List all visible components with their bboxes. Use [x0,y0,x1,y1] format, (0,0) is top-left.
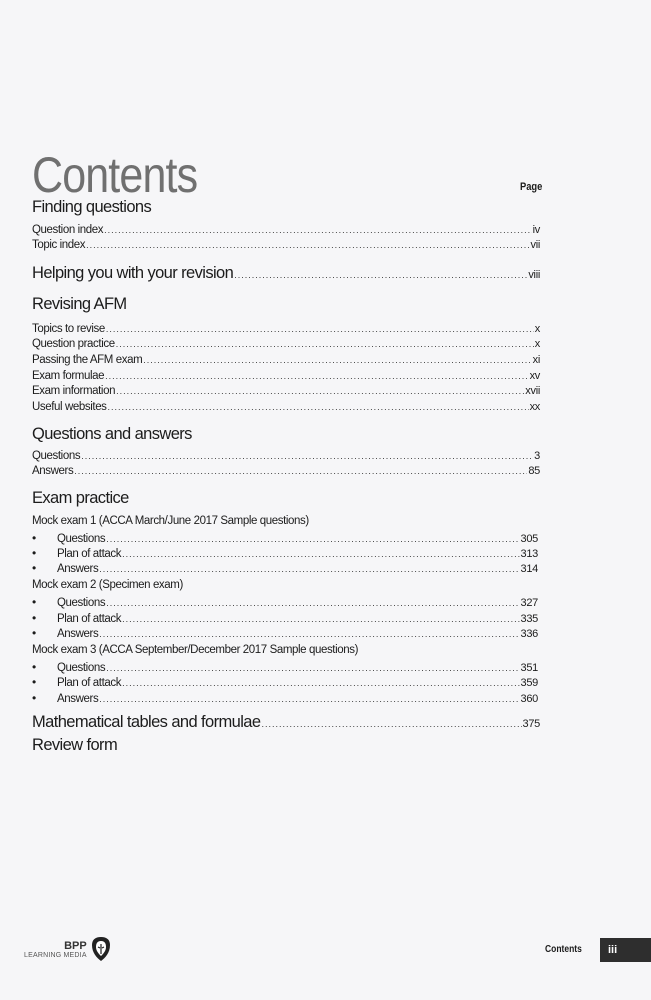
toc-entry-label: Topics to revise [32,323,105,335]
toc-entry-page: x [534,323,540,335]
toc-entry[interactable] [32,546,538,560]
toc-entry-label: Exam formulae [32,370,105,382]
toc-entry-label: Questions and answers [32,425,192,443]
toc-entry-page: 360 [520,693,538,705]
toc-entry[interactable] [32,713,540,732]
toc-entry-page: xv [529,370,540,382]
toc-entry-label: Review form [32,736,118,754]
toc-entry-page: 327 [520,597,538,609]
toc-entry-page: 375 [522,718,540,730]
toc-entry-label: Mock exam 3 (ACCA September/December 2017 Sample questions) [32,644,359,656]
toc-entry-label: Revising AFM [32,295,127,313]
dot-leader [122,678,519,688]
dot-leader [86,240,529,250]
toc-entry-label: Exam information [32,385,116,397]
toc-entry[interactable] [32,338,540,350]
toc-entry-label: Questions [57,662,106,674]
toc-entry-label: Finding questions [32,198,152,216]
dot-leader [122,614,519,624]
toc-entry-page: x [534,338,540,350]
dot-leader [106,324,534,334]
toc-entry[interactable] [32,531,538,545]
footer-section-label: Contents [545,944,582,955]
toc-entry[interactable] [32,370,540,382]
toc-entry[interactable] [32,626,538,640]
bpp-logo [24,936,111,962]
dot-leader [105,371,528,381]
dot-leader [116,386,524,396]
toc-entry[interactable] [32,450,540,462]
toc-entry-page: 335 [520,613,538,625]
dot-leader [104,225,532,235]
toc-entry-page: viii [528,269,540,281]
toc-entry[interactable] [32,489,540,508]
toc-entry-page: xvii [525,385,540,397]
dot-leader [99,694,519,704]
bullet-icon: • [32,675,37,689]
toc-entry-page: 336 [520,628,538,640]
bullet-icon: • [32,691,37,705]
footer-page-number: iii [600,938,651,962]
logo-subtitle: LEARNING MEDIA [24,951,87,959]
toc-entry-label: Question index [32,224,104,236]
toc-entry-label: Answers [57,563,99,575]
toc-entry[interactable] [32,644,540,656]
bullet-icon: • [32,546,37,560]
dot-leader [99,629,519,639]
toc-entry[interactable] [32,611,538,625]
logo-brand: BPP [64,939,87,952]
toc-entry[interactable] [32,561,538,575]
dot-leader [143,355,531,365]
toc-entry-label: Answers [57,628,99,640]
toc-entry-label: Helping you with your revision [32,264,234,282]
toc-entry-label: Plan of attack [57,613,122,625]
toc-entry-label: Topic index [32,239,86,251]
toc-entry[interactable] [32,515,540,527]
dot-leader [122,549,519,559]
toc-entry-page: iv [532,224,540,236]
toc-entry[interactable] [32,224,540,236]
toc-entry-label: Questions [57,597,106,609]
toc-entry[interactable] [32,736,540,755]
toc-entry[interactable] [32,239,540,251]
dot-leader [106,598,519,608]
lion-shield-icon [91,936,111,962]
page-title: Contents [32,146,198,203]
toc-entry-label: Mathematical tables and formulae [32,713,261,731]
toc-entry[interactable] [32,660,538,674]
dot-leader [234,270,527,280]
bullet-icon: • [32,531,37,545]
toc-entry-page: 359 [520,677,538,689]
toc-entry[interactable] [32,354,540,366]
toc-entry-label: Useful websites [32,401,107,413]
toc-entry-label: Passing the AFM exam [32,354,143,366]
dot-leader [108,402,529,412]
toc-entry-page: 3 [534,450,540,462]
dot-leader [261,719,521,729]
toc-entry-label: Mock exam 2 (Specimen exam) [32,579,183,591]
toc-entry[interactable] [32,264,540,283]
dot-leader [106,534,519,544]
toc-entry-page: 305 [520,533,538,545]
page-column-header: Page [520,181,543,193]
toc-entry-label: Question practice [32,338,115,350]
toc-entry-page: 313 [520,548,538,560]
dot-leader [106,663,519,673]
toc-entry-page: 314 [520,563,538,575]
toc-entry-page: 351 [520,662,538,674]
toc-entry[interactable] [32,385,540,397]
bullet-icon: • [32,595,37,609]
toc-entry[interactable] [32,675,538,689]
toc-entry-label: Plan of attack [57,677,122,689]
toc-entry[interactable] [32,295,540,314]
toc-entry-page: xx [529,401,540,413]
bullet-icon: • [32,611,37,625]
toc-entry-page: 85 [528,465,540,477]
toc-entry-label: Plan of attack [57,548,122,560]
toc-entry-label: Questions [32,450,81,462]
toc-entry-label: Answers [57,693,99,705]
bullet-icon: • [32,561,37,575]
toc-entry-label: Exam practice [32,489,129,507]
toc-entry-label: Mock exam 1 (ACCA March/June 2017 Sample questions) [32,515,309,527]
toc-entry[interactable] [32,465,540,477]
toc-entry[interactable] [32,198,540,217]
dot-leader [81,451,533,461]
toc-entry-page: xi [532,354,540,366]
toc-entry-page: vii [530,239,540,251]
dot-leader [116,339,534,349]
toc-entry[interactable] [32,401,540,413]
dot-leader [99,564,519,574]
toc-entry[interactable] [32,691,538,705]
bullet-icon: • [32,626,37,640]
toc-entry[interactable] [32,595,538,609]
dot-leader [74,466,527,476]
toc-entry[interactable] [32,579,540,591]
toc-entry-label: Questions [57,533,106,545]
toc-entry[interactable] [32,425,540,444]
toc-entry[interactable] [32,323,540,335]
bullet-icon: • [32,660,37,674]
toc-entry-label: Answers [32,465,74,477]
